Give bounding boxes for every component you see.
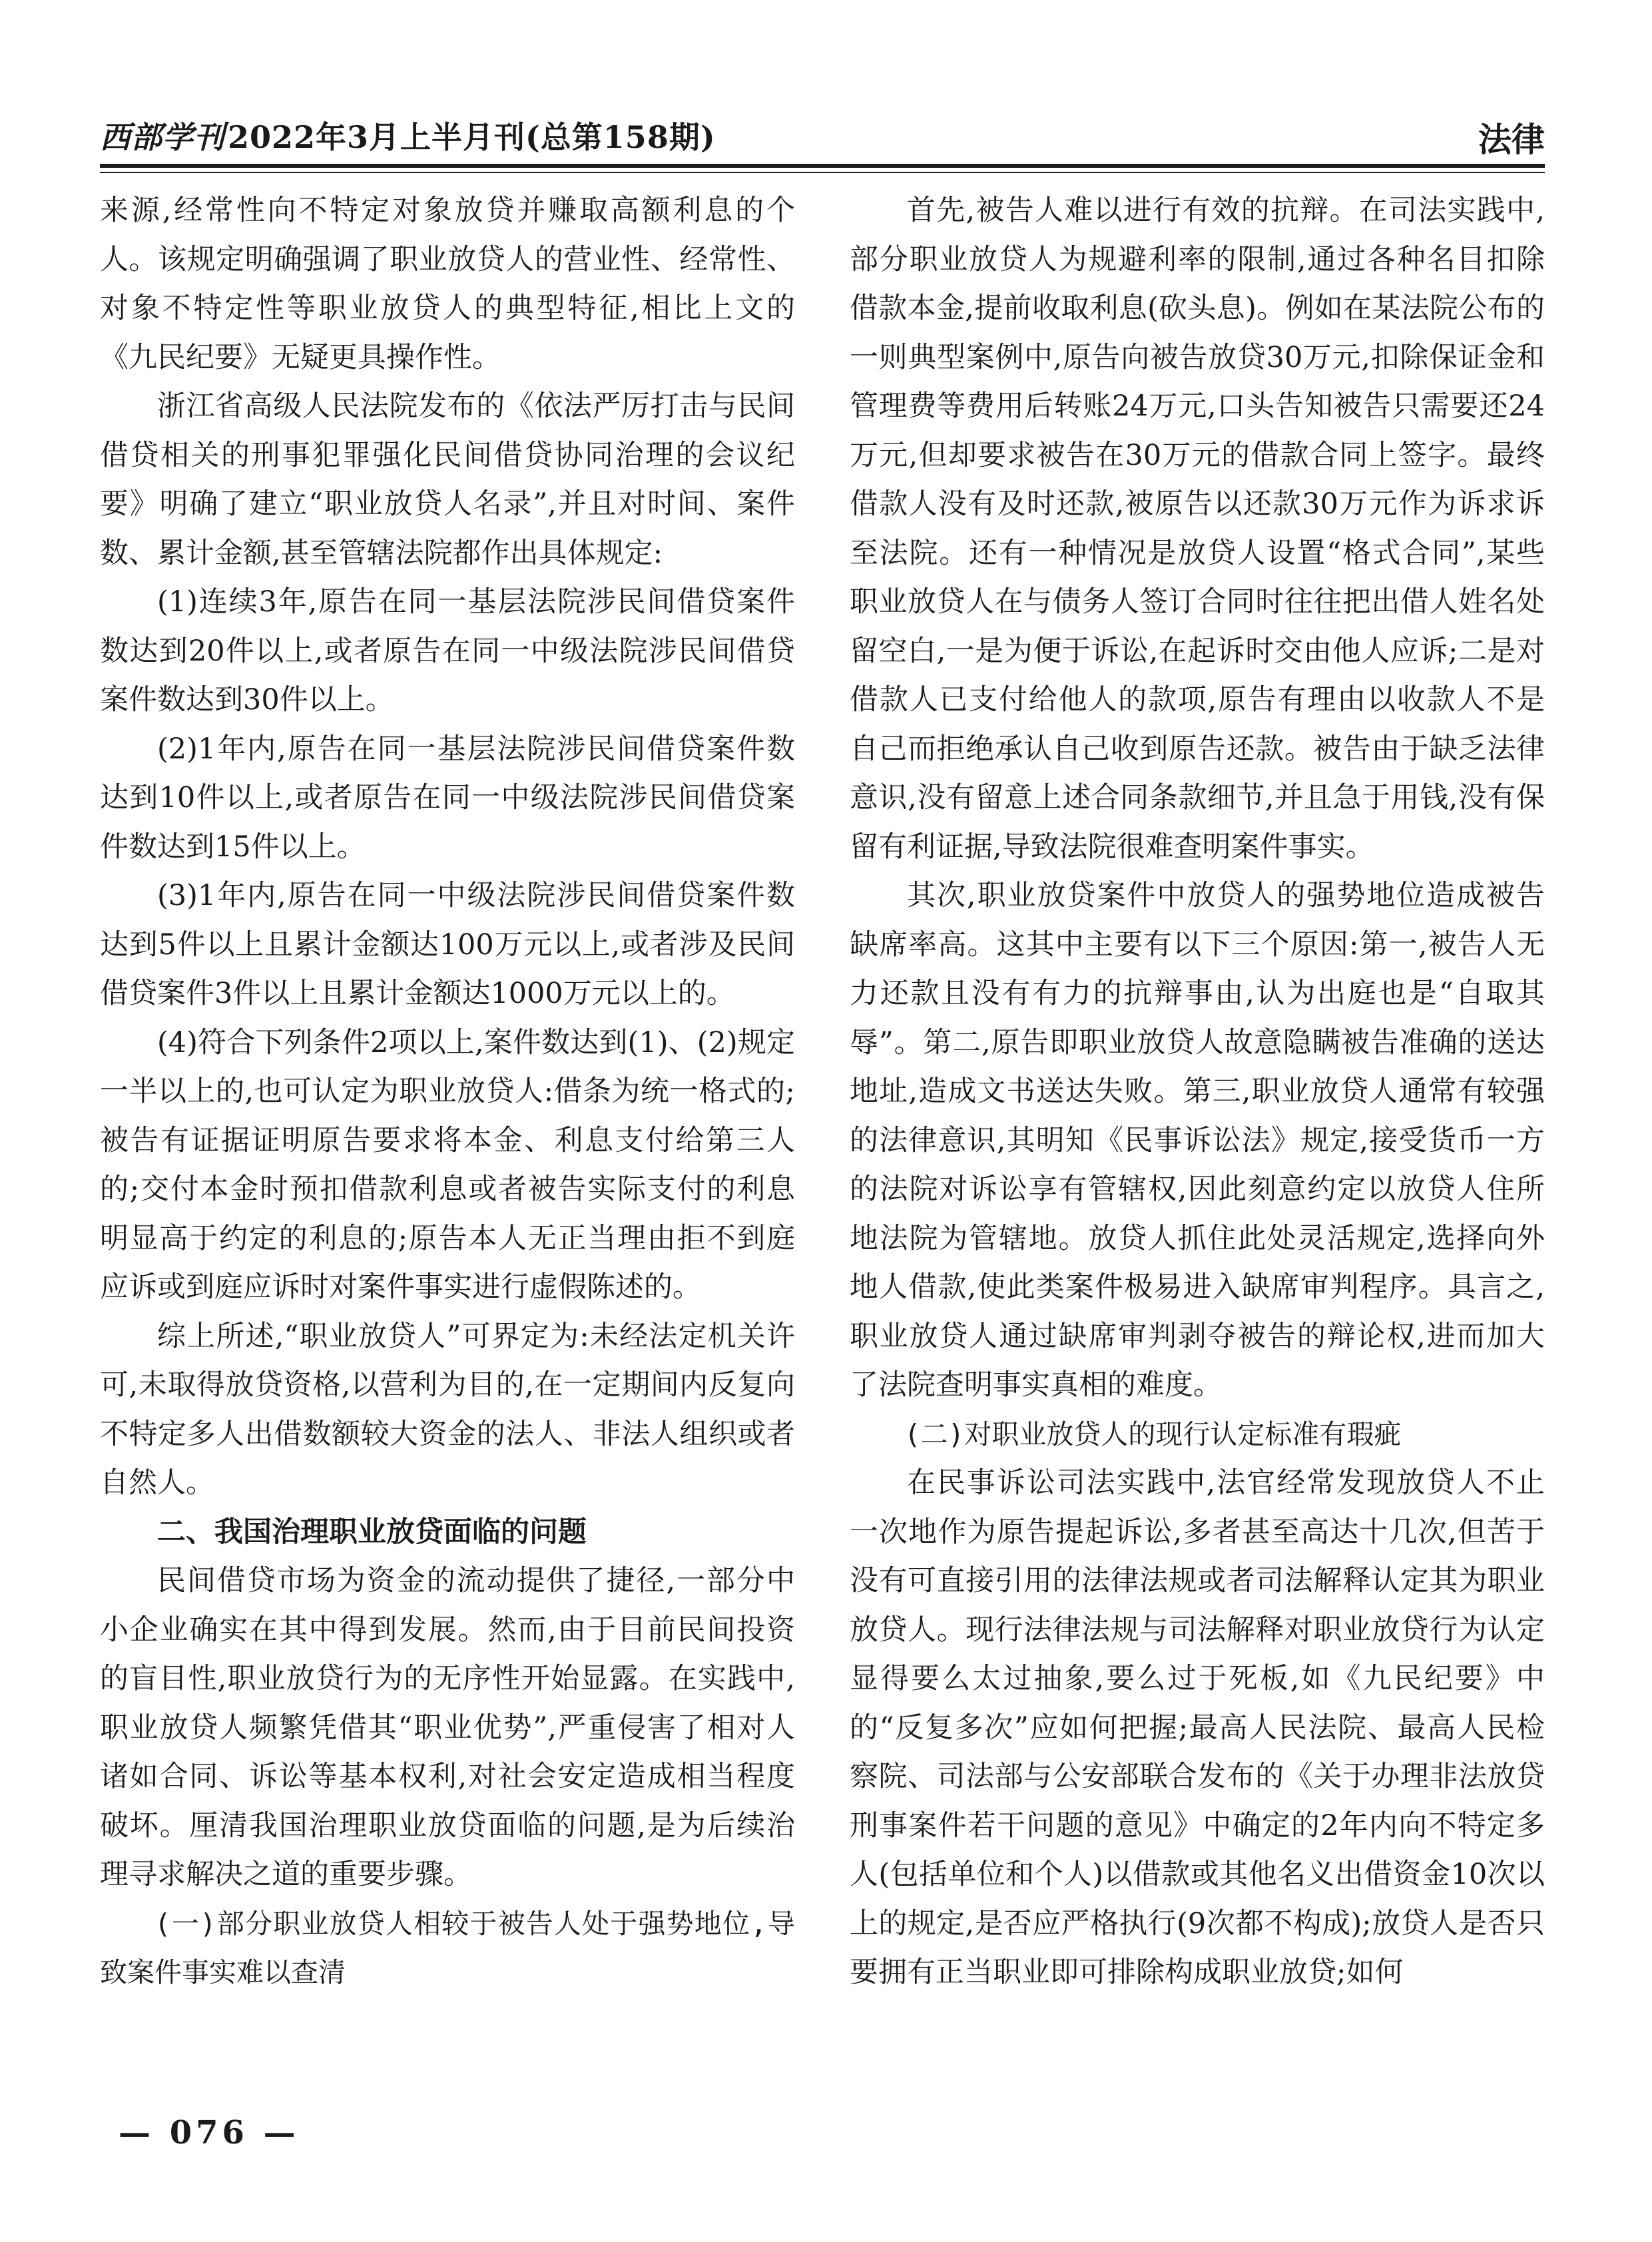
header-rule-thin [100, 172, 1545, 173]
left-column [100, 186, 795, 1998]
paragraph: (4)符合下列条件2项以上,案件数达到(1)、(2)规定一半以上的,也可认定为职业放贷人:借条为统一格式的;被告有证据证明原告要求将本金、利息支付给第三人的;交付本金时预扣借款利息或者被告实际支付的利息明显高于约定的利息的;原告本人无正当理由拒不到庭应诉或到庭应诉时对案件事实进行虚假陈述的。 [100, 1025, 795, 1304]
paragraph: (3)1年内,原告在同一中级法院涉民间借贷案件数达到5件以上且累计金额达100万元以上,或者涉及民间借贷案件3件以上且累计金额达1000万元以上的。 [100, 879, 795, 1010]
subsection-heading: (一)部分职业放贷人相较于被告人处于强势地位,导致案件事实难以查清 [100, 1907, 795, 1988]
paragraph: 民间借贷市场为资金的流动提供了捷径,一部分中小企业确实在其中得到发展。然而,由于目前民间投资的盲目性,职业放贷行为的无序性开始显露。在实践中,职业放贷人频繁凭借其“职业优势”,严重侵害了相对人诸如合同、诉讼等基本权利,对社会安定造成相当程度破坏。厘清我国治理职业放贷面临的问题,是为后续治理寻求解决之道的重要步骤。 [100, 1564, 795, 1891]
paragraph: 浙江省高级人民法院发布的《依法严厉打击与民间借贷相关的刑事犯罪强化民间借贷协同治理的会议纪要》明确了建立“职业放贷人名录”,并且对时间、案件数、累计金额,甚至管辖法院都作出具体规定: [100, 390, 795, 570]
section-label: 法律 [1478, 120, 1545, 159]
paragraph: 其次,职业放贷案件中放贷人的强势地位造成被告缺席率高。这其中主要有以下三个原因:第一,被告人无力还款且没有有力的抗辩事由,认为出庭也是“自取其辱”。第二,原告即职业放贷人故意隐瞒被告准确的送达地址,造成文书送达失败。第三,职业放贷人通常有较强的法律意识,其明知《民事诉讼法》规定,接受货币一方的法院对诉讼享有管辖权,因此刻意约定以放贷人住所地法院为管辖地。放贷人抓住此处灵活规定,选择向外地人借款,使此类案件极易进入缺席审判程序。具言之,职业放贷人通过缺席审判剥夺被告的辩论权,进而加大了法院查明事实真相的难度。 [850, 879, 1545, 1402]
paragraph: 在民事诉讼司法实践中,法官经常发现放贷人不止一次地作为原告提起诉讼,多者甚至高达十几次,但苦于没有可直接引用的法律法规或者司法解释认定其为职业放贷人。现行法律法规与司法解释对职业放贷行为认定显得要么太过抽象,要么过于死板,如《九民纪要》中的“反复多次”应如何把握;最高人民法院、最高人民检察院、司法部与公安部联合发布的《关于办理非法放贷刑事案件若干问题的意见》中确定的2年内向不特定多人(包括单位和个人)以借款或其他名义出借资金10次以上的规定,是否应严格执行(9次都不构成);放贷人是否只要拥有正当职业即可排除构成职业放贷;如何 [850, 1466, 1545, 1989]
header-rule-thick [100, 164, 1545, 168]
journal-title [100, 113, 716, 157]
paragraph: (1)连续3年,原告在同一基层法院涉民间借贷案件数达到20件以上,或者原告在同一中级法院涉民间借贷案件数达到30件以上。 [100, 585, 795, 716]
issue-info: 2022年3月上半月刊(总第158期) [228, 119, 716, 155]
journal-logo: 西部学刊 [100, 119, 225, 155]
paragraph: 综上所述,“职业放贷人”可界定为:未经法定机关许可,未取得放贷资格,以营利为目的,在一定期间内反复向不特定多人出借数额较大资金的法人、非法人组织或者自然人。 [100, 1319, 795, 1500]
page-number: — 076 — [119, 2114, 300, 2151]
paragraph: 来源,经常性向不特定对象放贷并赚取高额利息的个人。该规定明确强调了职业放贷人的营业性、经常性、对象不特定性等职业放贷人的典型特征,相比上文的《九民纪要》无疑更具操作性。 [100, 194, 795, 374]
subsection-heading: (二)对职业放贷人的现行认定标准有瑕疵 [904, 1418, 1402, 1450]
section-heading: 二、我国治理职业放贷面临的问题 [157, 1515, 587, 1549]
paragraph: (2)1年内,原告在同一基层法院涉民间借贷案件数达到10件以上,或者原告在同一中级法院涉民间借贷案件数达到15件以上。 [100, 732, 795, 864]
paragraph: 首先,被告人难以进行有效的抗辩。在司法实践中,部分职业放贷人为规避利率的限制,通过各种名目扣除借款本金,提前收取利息(砍头息)。例如在某法院公布的一则典型案例中,原告向被告放贷30万元,扣除保证金和管理费等费用后转账24万元,口头告知被告只需要还24万元,但却要求被告在30万元的借款合同上签字。最终借款人没有及时还款,被原告以还款30万元作为诉求诉至法院。还有一种情况是放贷人设置“格式合同”,某些职业放贷人在与债务人签订合同时往往把出借人姓名处留空白,一是为便于诉讼,在起诉时交由他人应诉;二是对借款人已支付给他人的款项,原告有理由以收款人不是自己而拒绝承认自己收到原告还款。被告由于缺乏法律意识,没有留意上述合同条款细节,并且急于用钱,没有保留有利证据,导致法院很难查明案件事实。 [850, 194, 1545, 864]
right-column [850, 186, 1545, 1998]
page-header [100, 101, 1545, 161]
